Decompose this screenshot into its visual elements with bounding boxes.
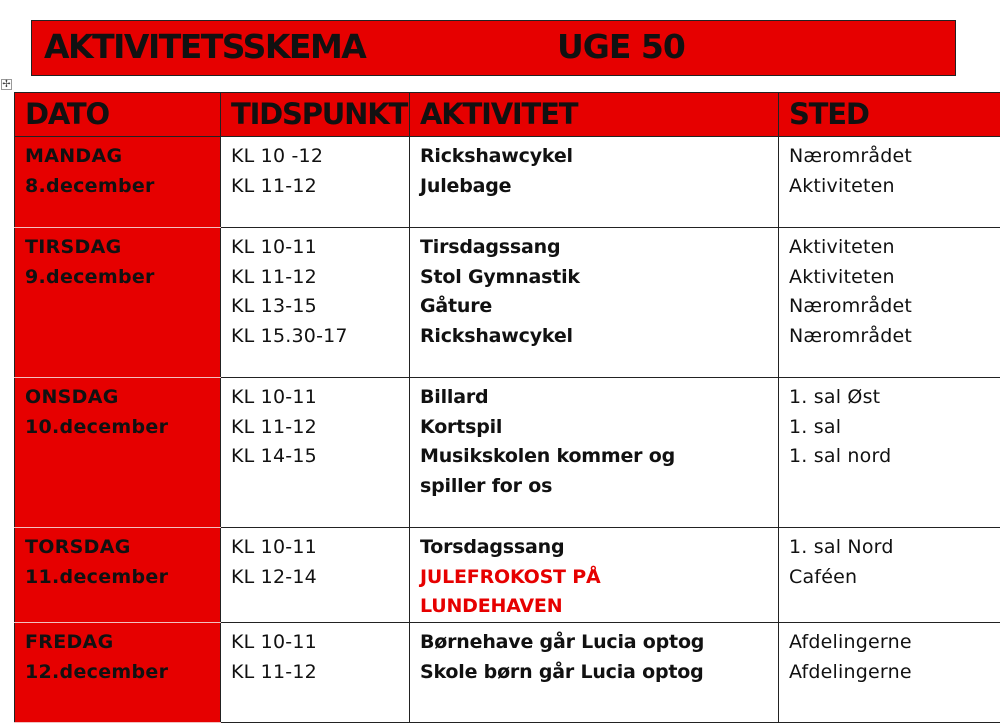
time-slot: KL 10-11 xyxy=(231,628,409,658)
activity-cell xyxy=(410,378,779,528)
activity: Skole børn går Lucia optog xyxy=(420,658,778,688)
place: Afdelingerne xyxy=(789,628,1000,658)
activity-cell xyxy=(410,228,779,378)
time-cell xyxy=(221,137,410,228)
table-header-row xyxy=(15,93,1000,137)
place: Aktiviteten xyxy=(789,263,1000,293)
day-name: MANDAG xyxy=(25,142,220,172)
day-name: TORSDAG xyxy=(25,533,220,563)
place-cell xyxy=(779,228,1000,378)
place-cell xyxy=(779,378,1000,528)
place: 1. sal Nord xyxy=(789,533,1000,563)
date-cell xyxy=(15,528,221,623)
page-title: AKTIVITETSSKEMA xyxy=(44,27,365,66)
activity: Rickshawcykel xyxy=(420,322,778,352)
activity: Julebage xyxy=(420,172,778,202)
time-slot: KL 13-15 xyxy=(231,292,409,322)
time-slot: KL 12-14 xyxy=(231,563,409,593)
activity: Børnehave går Lucia optog xyxy=(420,628,778,658)
time-slot: KL 14-15 xyxy=(231,442,409,472)
highlighted-activity-continued: LUNDEHAVEN xyxy=(420,592,778,622)
column-header-aktivitet: AKTIVITET xyxy=(410,93,779,137)
place: Nærområdet xyxy=(789,142,1000,172)
place: Aktiviteten xyxy=(789,233,1000,263)
table-row-tirsdag xyxy=(15,228,1000,378)
place: Aktiviteten xyxy=(789,172,1000,202)
title-banner xyxy=(31,20,956,76)
place-cell xyxy=(779,137,1000,228)
place: Caféen xyxy=(789,563,1000,593)
time-cell xyxy=(221,378,410,528)
time-slot: KL 10-11 xyxy=(231,533,409,563)
place-cell xyxy=(779,623,1000,723)
activity-cell xyxy=(410,137,779,228)
time-cell xyxy=(221,228,410,378)
table-row-fredag xyxy=(15,623,1000,723)
activity: Torsdagssang xyxy=(420,533,778,563)
column-header-sted: STED xyxy=(779,93,1000,137)
table-row-onsdag xyxy=(15,378,1000,528)
activity: Kortspil xyxy=(420,413,778,443)
time-cell xyxy=(221,528,410,623)
place: Nærområdet xyxy=(789,322,1000,352)
place: Afdelingerne xyxy=(789,658,1000,688)
day-name: ONSDAG xyxy=(25,383,220,413)
activity: Billard xyxy=(420,383,778,413)
place-cell xyxy=(779,528,1000,623)
place: 1. sal xyxy=(789,413,1000,443)
activity: Tirsdagssang xyxy=(420,233,778,263)
time-slot: KL 11-12 xyxy=(231,263,409,293)
activity: Gåture xyxy=(420,292,778,322)
table-row-mandag xyxy=(15,137,1000,228)
time-cell xyxy=(221,623,410,723)
date-cell xyxy=(15,137,221,228)
place: 1. sal Øst xyxy=(789,383,1000,413)
activity-cell xyxy=(410,623,779,723)
date-cell xyxy=(15,378,221,528)
highlighted-activity: JULEFROKOST PÅ xyxy=(420,563,778,593)
column-header-tidspunkt: TIDSPUNKT xyxy=(221,93,410,137)
activity-cell xyxy=(410,528,779,623)
table-move-handle-icon[interactable]: ✢ xyxy=(1,79,12,90)
table-row-torsdag xyxy=(15,528,1000,623)
date: 11.december xyxy=(25,563,220,593)
date: 12.december xyxy=(25,658,220,688)
activity: Musikskolen kommer og xyxy=(420,442,778,472)
time-slot: KL 11-12 xyxy=(231,658,409,688)
date: 8.december xyxy=(25,172,220,202)
week-label: UGE 50 xyxy=(557,27,685,66)
activity-continued: spiller for os xyxy=(420,472,778,502)
column-header-dato: DATO xyxy=(15,93,221,137)
place: Nærområdet xyxy=(789,292,1000,322)
day-name: FREDAG xyxy=(25,628,220,658)
activity: Rickshawcykel xyxy=(420,142,778,172)
day-name: TIRSDAG xyxy=(25,233,220,263)
date: 10.december xyxy=(25,413,220,443)
time-slot: KL 11-12 xyxy=(231,172,409,202)
date: 9.december xyxy=(25,263,220,293)
schedule-table xyxy=(14,92,1000,723)
date-cell xyxy=(15,228,221,378)
activity: Stol Gymnastik xyxy=(420,263,778,293)
time-slot: KL 11-12 xyxy=(231,413,409,443)
time-slot: KL 15.30-17 xyxy=(231,322,409,352)
time-slot: KL 10-11 xyxy=(231,383,409,413)
time-slot: KL 10-11 xyxy=(231,233,409,263)
time-slot: KL 10 -12 xyxy=(231,142,409,172)
date-cell xyxy=(15,623,221,723)
place: 1. sal nord xyxy=(789,442,1000,472)
